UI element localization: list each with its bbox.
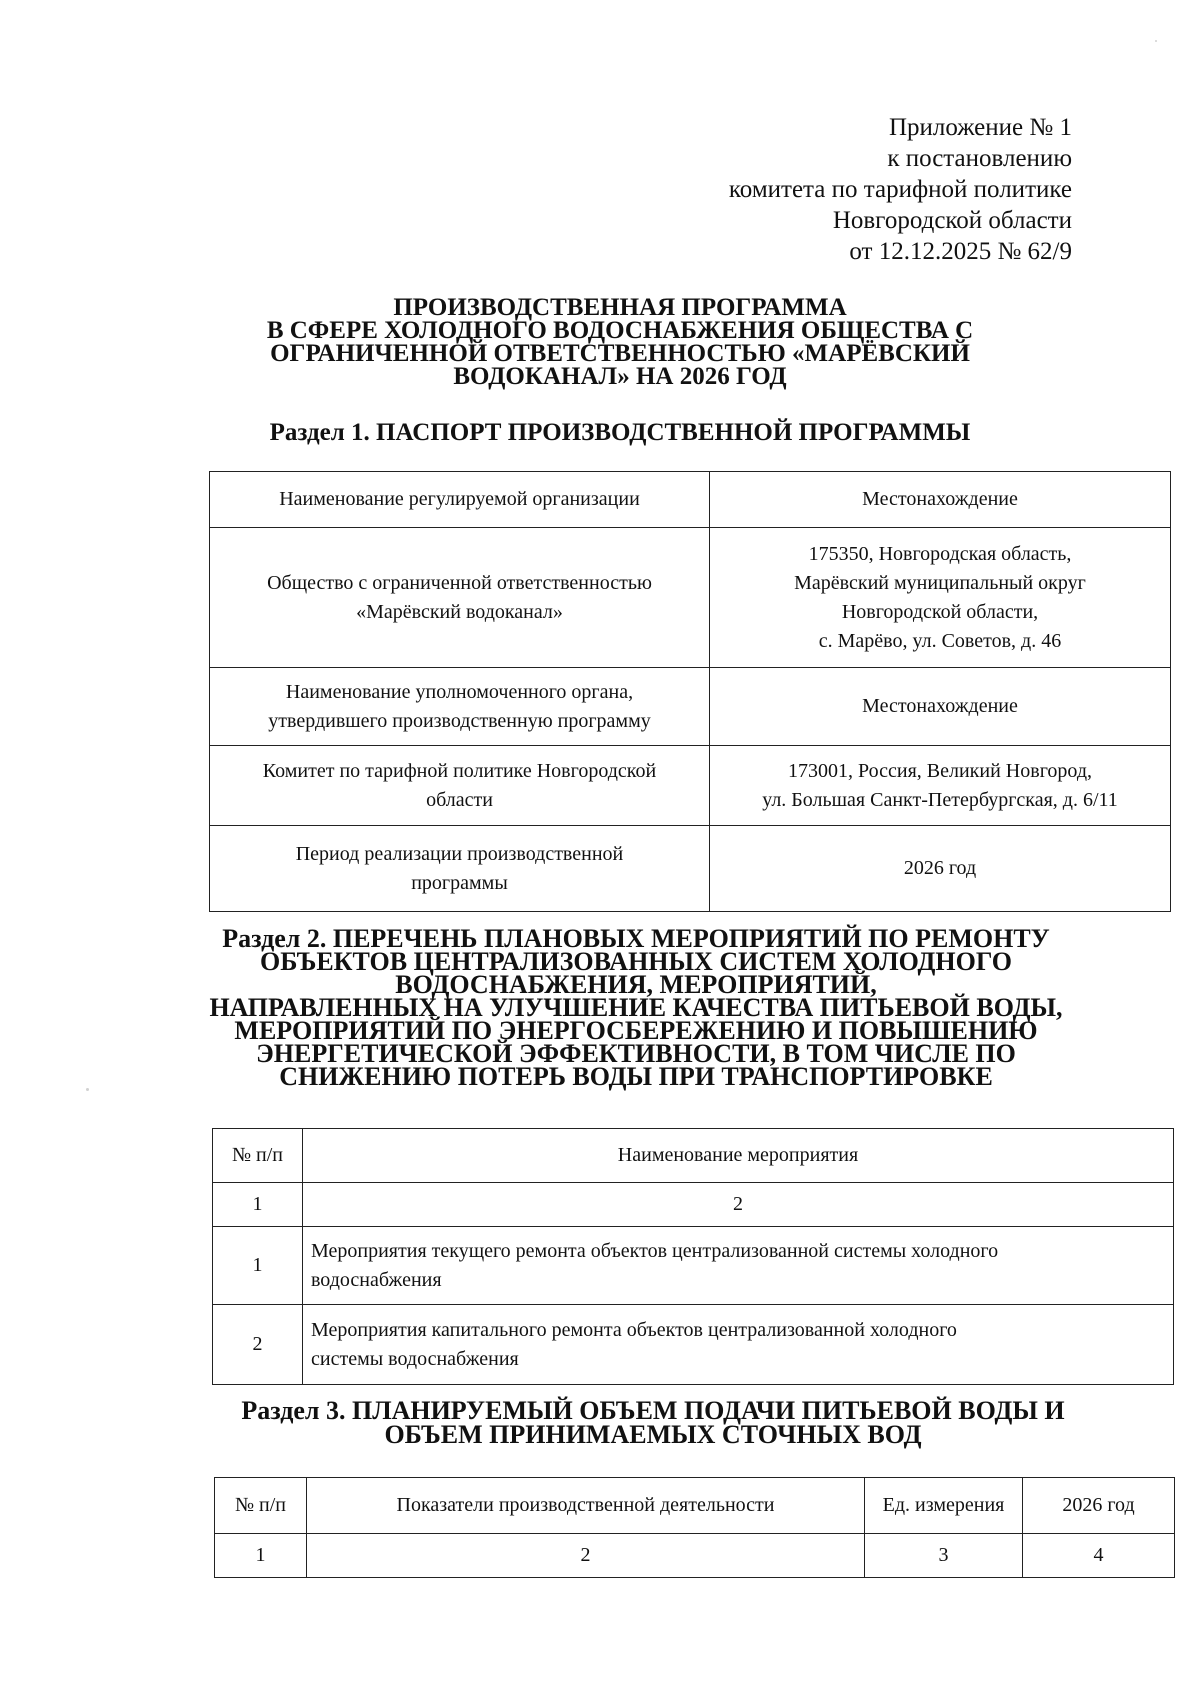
scan-speck	[1155, 40, 1157, 42]
table-row	[213, 1227, 1174, 1305]
table-row	[213, 1305, 1174, 1385]
scan-speck	[86, 1088, 89, 1091]
document-title	[200, 296, 1040, 388]
table-row	[210, 826, 1171, 912]
title-line: СНИЖЕНИЮ ПОТЕРЬ ВОДЫ ПРИ ТРАНСПОРТИРОВКЕ	[279, 1062, 993, 1091]
title-line: МЕРОПРИЯТИЙ ПО ЭНЕРГОСБЕРЕЖЕНИЮ И ПОВЫШЕНИЮ	[234, 1016, 1038, 1045]
appendix-line: Приложение № 1	[888, 114, 1072, 141]
title-line: В СФЕРЕ ХОЛОДНОГО ВОДОСНАБЖЕНИЯ ОБЩЕСТВА С	[266, 317, 974, 344]
appendix-header	[729, 112, 1072, 267]
title-line: ОБЪЕМ ПРИНИМАЕМЫХ СТОЧНЫХ ВОД	[384, 1420, 922, 1449]
table-cell: Наименование регулируемой организации	[210, 472, 710, 528]
title-line: ПРОИЗВОДСТВЕННАЯ ПРОГРАММА	[393, 294, 847, 321]
table-cell: 2	[307, 1534, 865, 1578]
table-cell: 1	[213, 1183, 303, 1227]
appendix-line: комитета по тарифной политике	[728, 176, 1072, 203]
table-cell: 1	[213, 1227, 303, 1305]
table-cell: 2026 год	[710, 826, 1171, 912]
table-row	[210, 472, 1171, 528]
section1-title: Раздел 1. ПАСПОРТ ПРОИЗВОДСТВЕННОЙ ПРОГРАММЫ	[269, 419, 971, 446]
title-line: ВОДОСНАБЖЕНИЯ, МЕРОПРИЯТИЙ,	[395, 970, 877, 999]
table-cell: Местонахождение	[710, 668, 1171, 746]
table-cell: Комитет по тарифной политике Новгородской области	[210, 746, 710, 826]
section3-title	[218, 1396, 1088, 1449]
table-cell: 2	[213, 1305, 303, 1385]
table-cell: 1	[215, 1534, 307, 1578]
table-row	[210, 668, 1171, 746]
header-cell: Наименование мероприятия	[303, 1129, 1174, 1183]
table-cell: 4	[1023, 1534, 1175, 1578]
table-cell: Наименование уполномоченного органа, утвердившего производственную программу	[210, 668, 710, 746]
header-cell: № п/п	[213, 1129, 303, 1183]
header-cell: Показатели производственной деятельности	[307, 1478, 865, 1534]
header-cell: Ед. измерения	[865, 1478, 1023, 1534]
appendix-line: Новгородской области	[832, 207, 1072, 234]
title-line: Раздел 2. ПЕРЕЧЕНЬ ПЛАНОВЫХ МЕРОПРИЯТИЙ ПО РЕМОНТУ	[222, 924, 1050, 953]
measures-table	[212, 1128, 1174, 1385]
numbering-row	[213, 1183, 1174, 1227]
table-cell: Местонахождение	[710, 472, 1171, 528]
title-line: ВОДОКАНАЛ» НА 2026 ГОД	[453, 363, 787, 390]
table-cell: 2	[303, 1183, 1174, 1227]
table-header-row	[213, 1129, 1174, 1183]
table-cell: Период реализации производственной программы	[210, 826, 710, 912]
section2-title	[200, 924, 1072, 1091]
appendix-line: к постановлению	[887, 145, 1072, 172]
table-cell: Мероприятия текущего ремонта объектов централизованной системы холодного водоснабжения	[303, 1227, 1174, 1305]
table-cell: 173001, Россия, Великий Новгород, ул. Большая Санкт-Петербургская, д. 6/11	[710, 746, 1171, 826]
passport-table	[209, 471, 1171, 912]
table-cell: Мероприятия капитального ремонта объектов централизованной холодного системы водоснабжения	[303, 1305, 1174, 1385]
title-line: ОГРАНИЧЕННОЙ ОТВЕТСТВЕННОСТЬЮ «МАРЁВСКИЙ	[270, 340, 970, 367]
header-cell: 2026 год	[1023, 1478, 1175, 1534]
table-row	[210, 528, 1171, 668]
header-cell: № п/п	[215, 1478, 307, 1534]
numbering-row	[215, 1534, 1175, 1578]
title-line: ОБЪЕКТОВ ЦЕНТРАЛИЗОВАННЫХ СИСТЕМ ХОЛОДНОГО	[260, 947, 1012, 976]
indicators-table	[214, 1477, 1175, 1578]
table-cell: Общество с ограниченной ответственностью «Марёвский водоканал»	[210, 528, 710, 668]
table-row	[210, 746, 1171, 826]
title-line: Раздел 3. ПЛАНИРУЕМЫЙ ОБЪЕМ ПОДАЧИ ПИТЬЕВОЙ ВОДЫ И	[241, 1396, 1065, 1425]
table-cell: 175350, Новгородская область, Марёвский муниципальный округ Новгородской области, с. Марёво, ул. Советов, д. 46	[710, 528, 1171, 668]
table-header-row	[215, 1478, 1175, 1534]
table-cell: 3	[865, 1534, 1023, 1578]
appendix-line: от 12.12.2025 № 62/9	[849, 238, 1072, 265]
title-line: ЭНЕРГЕТИЧЕСКОЙ ЭФФЕКТИВНОСТИ, В ТОМ ЧИСЛЕ ПО	[256, 1039, 1016, 1068]
title-line: НАПРАВЛЕННЫХ НА УЛУЧШЕНИЕ КАЧЕСТВА ПИТЬЕВОЙ ВОДЫ,	[209, 993, 1063, 1022]
